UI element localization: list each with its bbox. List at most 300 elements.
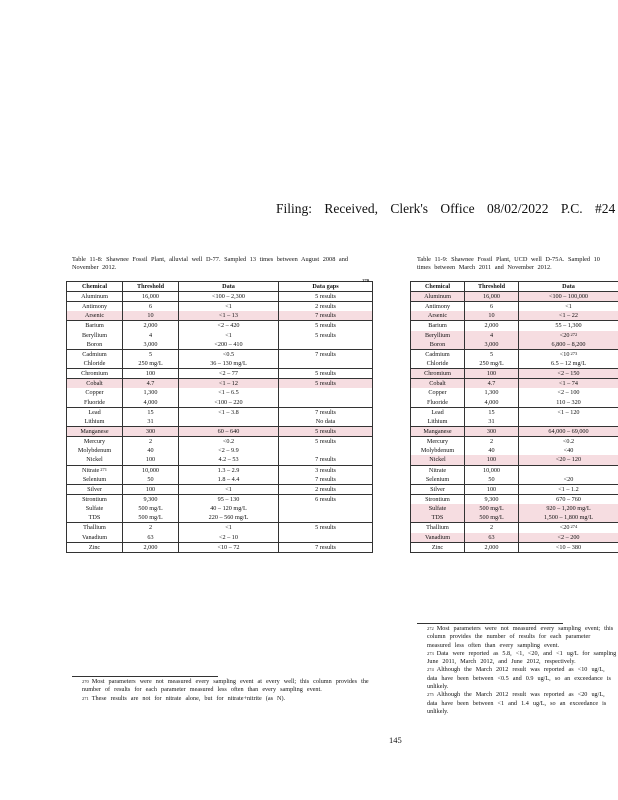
table-cell [519, 331, 618, 340]
footnote-marker: 271 [100, 466, 107, 472]
footnote-text: These results are not for nitrate alone, but for nitrate+nitrite (as N). [91, 694, 286, 702]
table-row [411, 311, 618, 321]
table-cell [519, 349, 618, 359]
cell-text: 64,000 – 69,000 [548, 428, 589, 436]
table-cell [465, 533, 519, 543]
table-cell [179, 388, 279, 397]
table-cell [411, 379, 465, 389]
cell-text: <2 – 77 [219, 370, 238, 378]
table-cell [123, 475, 179, 485]
table-cell [279, 523, 373, 533]
cell-text: 4.2 – 53 [218, 456, 239, 464]
cell-text: Copper [428, 389, 447, 397]
cell-text: 100 [145, 485, 156, 493]
table-cell [67, 494, 123, 504]
cell-text: 920 – 1,200 mg/L [546, 505, 591, 513]
cell-text: 10,000 [141, 466, 159, 474]
table-cell [411, 484, 465, 494]
table-cell [465, 523, 519, 533]
table-cell [465, 513, 519, 523]
table-cell [411, 302, 465, 312]
column-header: Data gaps 270 [279, 282, 373, 292]
footnote-text: Although the March 2012 result was reported as <10 ug/L, data have been between <0.5 and 0.9 ug/L, so an exceedance is unlikely. [427, 666, 611, 691]
cell-text: <1 – 74 [559, 380, 578, 388]
right-table-body [411, 292, 618, 553]
table-cell [411, 542, 465, 552]
table-cell [519, 504, 618, 513]
cell-text: 110 – 320 [556, 398, 581, 406]
table-cell [67, 437, 123, 447]
cell-text: 5 [148, 350, 153, 358]
cell-text: 10 [147, 312, 154, 320]
table-cell [179, 349, 279, 359]
cell-text: 250 mg/L [138, 360, 163, 368]
footnote-divider [72, 676, 218, 677]
cell-text: 2,000 [143, 322, 158, 330]
cell-text: Arsenic [427, 312, 448, 320]
table-cell [465, 417, 519, 427]
cell-text: 1.3 – 2.9 [217, 466, 240, 474]
right-table-caption: Table 11-9: Shawnee Fossil Plant, UCD well D-75A. Sampled 10 times between March 2011 and November 2012. [417, 256, 600, 272]
table-cell [411, 359, 465, 369]
table-row [411, 542, 618, 552]
table-cell [519, 340, 618, 350]
cell-text: 5 results [315, 293, 336, 301]
table-cell [465, 455, 519, 465]
cell-text: 2 results [315, 485, 336, 493]
table-cell [519, 417, 618, 427]
table-cell [179, 426, 279, 436]
table-cell [465, 426, 519, 436]
table-cell [465, 388, 519, 397]
table-row [67, 349, 373, 359]
cell-text: 16,000 [482, 293, 500, 301]
cell-text: Chloride [426, 360, 449, 368]
table-cell [411, 398, 465, 408]
cell-text: 60 – 640 [217, 428, 240, 436]
cell-text: Cadmium [425, 350, 450, 358]
footnote [417, 650, 617, 667]
cell-text: Cadmium [82, 350, 107, 358]
table-row [67, 504, 373, 513]
table-cell [123, 340, 179, 350]
table-cell [519, 388, 618, 397]
table-cell [123, 465, 179, 475]
cell-text: 1,300 [484, 389, 499, 397]
cell-text: 6 [148, 303, 153, 311]
cell-text: Zinc [431, 543, 444, 551]
cell-text: Nitrate [82, 466, 100, 474]
cell-text: 5 results [315, 524, 336, 532]
cell-text: 2,000 [484, 543, 499, 551]
footnote-marker: 272 [570, 331, 578, 337]
cell-text: Silver [430, 485, 445, 493]
table-cell [519, 446, 618, 455]
table-row [411, 388, 618, 397]
cell-text: 36 – 130 mg/L [210, 360, 247, 368]
page-number: 145 [389, 735, 402, 745]
table-cell [179, 513, 279, 523]
cell-text: Manganese [423, 428, 452, 436]
table-cell [519, 426, 618, 436]
cell-text: 4,000 [484, 398, 499, 406]
cell-text: <10 – 380 [555, 543, 582, 551]
footnote-number: 274 [427, 667, 434, 673]
cell-text: 9,300 [484, 496, 499, 504]
table-cell [123, 446, 179, 455]
cell-text: Zinc [88, 543, 101, 551]
table-cell [67, 533, 123, 543]
table-cell [279, 331, 373, 340]
cell-text: 40 [147, 447, 154, 455]
table-cell [67, 426, 123, 436]
column-header: Data [519, 282, 618, 292]
table-row [411, 359, 618, 369]
cell-text: 5 results [315, 438, 336, 446]
cell-text: Aluminum [424, 293, 451, 301]
cell-text: Nitrate [428, 466, 447, 474]
table-cell [179, 504, 279, 513]
table-cell [279, 398, 373, 408]
footnote-number: 273 [427, 650, 434, 656]
cell-text: 16,000 [141, 293, 159, 301]
table-row [411, 494, 618, 504]
footnote-marker: 274 [570, 524, 578, 530]
cell-text: <1 – 6.5 [218, 389, 239, 397]
cell-text: 3,000 [484, 340, 499, 348]
cell-text: 9,300 [143, 496, 158, 504]
table-cell [411, 426, 465, 436]
cell-text: <1 – 13 [219, 312, 238, 320]
table-cell [465, 484, 519, 494]
table-cell [67, 292, 123, 302]
table-cell [519, 523, 618, 533]
table-row [67, 340, 373, 350]
footnote-number: 271 [82, 695, 89, 701]
table-cell [67, 504, 123, 513]
table-row [67, 465, 373, 475]
cell-text: Strontium [425, 496, 450, 504]
cell-text: 100 [145, 456, 156, 464]
table-cell [123, 533, 179, 543]
table-cell [67, 398, 123, 408]
table-cell [279, 407, 373, 417]
table-cell [411, 311, 465, 321]
table-cell [179, 455, 279, 465]
table-cell [123, 513, 179, 523]
table-cell [123, 311, 179, 321]
cell-text: 31 [147, 417, 154, 425]
table-cell [67, 455, 123, 465]
cell-text: 10,000 [482, 466, 500, 474]
table-row [67, 359, 373, 369]
table-cell [179, 302, 279, 312]
table-cell [67, 340, 123, 350]
cell-text: <2 – 420 [217, 322, 240, 330]
cell-text: Mercury [426, 438, 449, 446]
cell-text: <100 – 100,000 [548, 293, 589, 301]
table-cell [465, 446, 519, 455]
cell-text: 7 results [315, 543, 336, 551]
table-cell [411, 523, 465, 533]
cell-text: <20 [559, 524, 570, 532]
table-cell [519, 302, 618, 312]
table-cell [465, 331, 519, 340]
table-cell [411, 437, 465, 447]
cell-text: Nickel [86, 456, 103, 464]
table-cell [519, 292, 618, 302]
cell-text: <10 [559, 350, 570, 358]
table-cell [179, 542, 279, 552]
cell-text: Sulfate [428, 505, 447, 513]
cell-text: 63 [147, 533, 154, 541]
table-cell [67, 523, 123, 533]
table-cell [465, 302, 519, 312]
table-cell [67, 369, 123, 379]
table-cell [279, 484, 373, 494]
table-cell [67, 349, 123, 359]
table-cell [179, 475, 279, 485]
cell-text: Sulfate [85, 505, 104, 513]
table-cell [179, 417, 279, 427]
table-row [411, 523, 618, 533]
cell-text: <1 [565, 303, 572, 311]
cell-text: Selenium [425, 475, 450, 483]
cell-text: 1.8 – 4.4 [217, 475, 240, 483]
table-cell [411, 455, 465, 465]
cell-text: TDS [431, 514, 444, 522]
table-cell [67, 484, 123, 494]
column-header: Threshold [123, 282, 179, 292]
cell-text: 5 results [315, 428, 336, 436]
table-cell [179, 446, 279, 455]
cell-text: Barium [85, 322, 104, 330]
cell-text: <200 – 410 [214, 340, 243, 348]
table-row [67, 369, 373, 379]
cell-text: 4 [489, 331, 494, 339]
cell-text: 10 [488, 312, 495, 320]
cell-text: 50 [147, 475, 154, 483]
table-cell [279, 446, 373, 455]
table-cell [67, 465, 123, 475]
table-cell [123, 523, 179, 533]
table-cell [519, 465, 618, 475]
cell-text: <1 – 120 [557, 408, 580, 416]
table-row [411, 437, 618, 447]
table-cell [465, 398, 519, 408]
cell-text: Boron [429, 340, 446, 348]
footnote-number: 270 [82, 679, 89, 684]
cell-text: <0.2 [562, 438, 575, 446]
table-cell [411, 504, 465, 513]
table-cell [179, 321, 279, 331]
cell-text: Beryllium [424, 331, 451, 339]
table-cell [67, 513, 123, 523]
table-cell [123, 359, 179, 369]
table-cell [67, 417, 123, 427]
cell-text: 7 results [315, 408, 336, 416]
cell-text: 2 [148, 524, 153, 532]
footnotes-right [417, 625, 617, 716]
table-cell [179, 331, 279, 340]
cell-text: Nickel [429, 456, 446, 464]
table-header-row [67, 282, 373, 292]
table-cell [465, 437, 519, 447]
table-cell [279, 494, 373, 504]
cell-text: <2 – 150 [557, 370, 580, 378]
cell-text: 15 [147, 408, 154, 416]
table-cell [411, 446, 465, 455]
table-cell [279, 302, 373, 312]
cell-text: 1,500 – 1,800 mg/L [544, 514, 593, 522]
cell-text: Cobalt [429, 380, 446, 388]
cell-text: <1 [225, 524, 232, 532]
table-row [67, 388, 373, 397]
cell-text: <10 – 72 [217, 543, 240, 551]
table-row [411, 475, 618, 485]
cell-text: <0.5 [222, 350, 235, 358]
left-table-body [67, 292, 373, 553]
cell-text: No data [315, 417, 336, 425]
footnote-text: Data were reported as 5.8, <1, <20, and <1 ug/L for sampling June 2011, March 2012, and June 2012, respectively. [427, 649, 617, 666]
table-row [411, 379, 618, 389]
table-cell [179, 494, 279, 504]
table-cell [123, 321, 179, 331]
table-cell [279, 340, 373, 350]
cell-text: 50 [488, 475, 495, 483]
cell-text: 63 [488, 533, 495, 541]
cell-text: 300 [486, 428, 497, 436]
cell-text: <40 [563, 447, 574, 455]
table-cell [279, 349, 373, 359]
cell-text: <1 – 3.8 [218, 408, 239, 416]
cell-text: Lithium [427, 417, 448, 425]
table-row [67, 292, 373, 302]
table-row [411, 504, 618, 513]
cell-text: 2 results [315, 303, 336, 311]
table-row [67, 426, 373, 436]
table-cell [519, 484, 618, 494]
cell-text: Lead [431, 408, 444, 416]
table-cell [519, 311, 618, 321]
table-cell [519, 359, 618, 369]
cell-text: 4.7 [146, 380, 155, 388]
column-header: Threshold [465, 282, 519, 292]
table-cell [67, 475, 123, 485]
table-cell [411, 388, 465, 397]
cell-text: Molybdenum [77, 447, 112, 455]
table-cell [411, 465, 465, 475]
footnote [417, 691, 617, 716]
cell-text: Antimony [81, 303, 108, 311]
table-cell [411, 533, 465, 543]
table-cell [411, 331, 465, 340]
column-header: Chemical [67, 282, 123, 292]
left-data-table [66, 278, 373, 553]
footnote-marker: 270 [362, 278, 369, 283]
table-cell [123, 437, 179, 447]
cell-text: TDS [88, 514, 101, 522]
cell-text: 500 mg/L [479, 514, 504, 522]
table-cell [519, 321, 618, 331]
table-cell [519, 437, 618, 447]
cell-text: 2 [148, 438, 153, 446]
table-cell [179, 359, 279, 369]
table-cell [179, 369, 279, 379]
table-row [67, 484, 373, 494]
table-row [67, 417, 373, 427]
table-cell [279, 426, 373, 436]
table-row [67, 398, 373, 408]
cell-text: <20 [563, 475, 574, 483]
table-cell [519, 369, 618, 379]
table-cell [411, 407, 465, 417]
cell-text: 5 results [315, 331, 336, 339]
cell-text: 2,000 [143, 543, 158, 551]
table-cell [411, 292, 465, 302]
table-row [67, 379, 373, 389]
table-cell [465, 475, 519, 485]
cell-text: 31 [488, 417, 495, 425]
table-cell [67, 542, 123, 552]
table-cell [179, 379, 279, 389]
cell-text: 5 results [315, 370, 336, 378]
cell-text: <100 – 2,300 [212, 293, 245, 301]
cell-text: Chromium [81, 370, 108, 378]
table-cell [279, 465, 373, 475]
footnote-marker: 273 [570, 350, 578, 356]
cell-text: Copper [85, 389, 104, 397]
table-row [67, 321, 373, 331]
table-cell [123, 349, 179, 359]
table-cell [279, 504, 373, 513]
table-row [67, 331, 373, 340]
table-cell [123, 379, 179, 389]
table-cell [279, 292, 373, 302]
cell-text: <2 – 200 [557, 533, 580, 541]
cell-text: 6,800 – 8,200 [551, 340, 586, 348]
table-cell [279, 311, 373, 321]
filing-header: Filing: Received, Clerk's Office 08/02/2022 P.C. #24 [276, 201, 616, 216]
table-row [411, 484, 618, 494]
table-cell [411, 369, 465, 379]
table-cell [465, 311, 519, 321]
table-cell [465, 504, 519, 513]
table-row [411, 533, 618, 543]
table-row [411, 292, 618, 302]
table-cell [279, 359, 373, 369]
table-row [67, 475, 373, 485]
table-cell [123, 407, 179, 417]
cell-text: Manganese [80, 428, 109, 436]
table-row [67, 302, 373, 312]
table-cell [519, 475, 618, 485]
right-data-table [410, 281, 618, 553]
table-cell [179, 398, 279, 408]
cell-text: <20 [559, 331, 570, 339]
cell-text: 5 results [315, 380, 336, 388]
table-row [411, 465, 618, 475]
footnote-divider [417, 623, 563, 624]
table-row [411, 369, 618, 379]
table-cell [179, 292, 279, 302]
table-row [67, 455, 373, 465]
table-cell [465, 292, 519, 302]
cell-text: <2 – 10 [219, 533, 238, 541]
cell-text: Boron [86, 340, 103, 348]
cell-text: 6.5 – 12 mg/L [550, 360, 587, 368]
table-cell [67, 321, 123, 331]
